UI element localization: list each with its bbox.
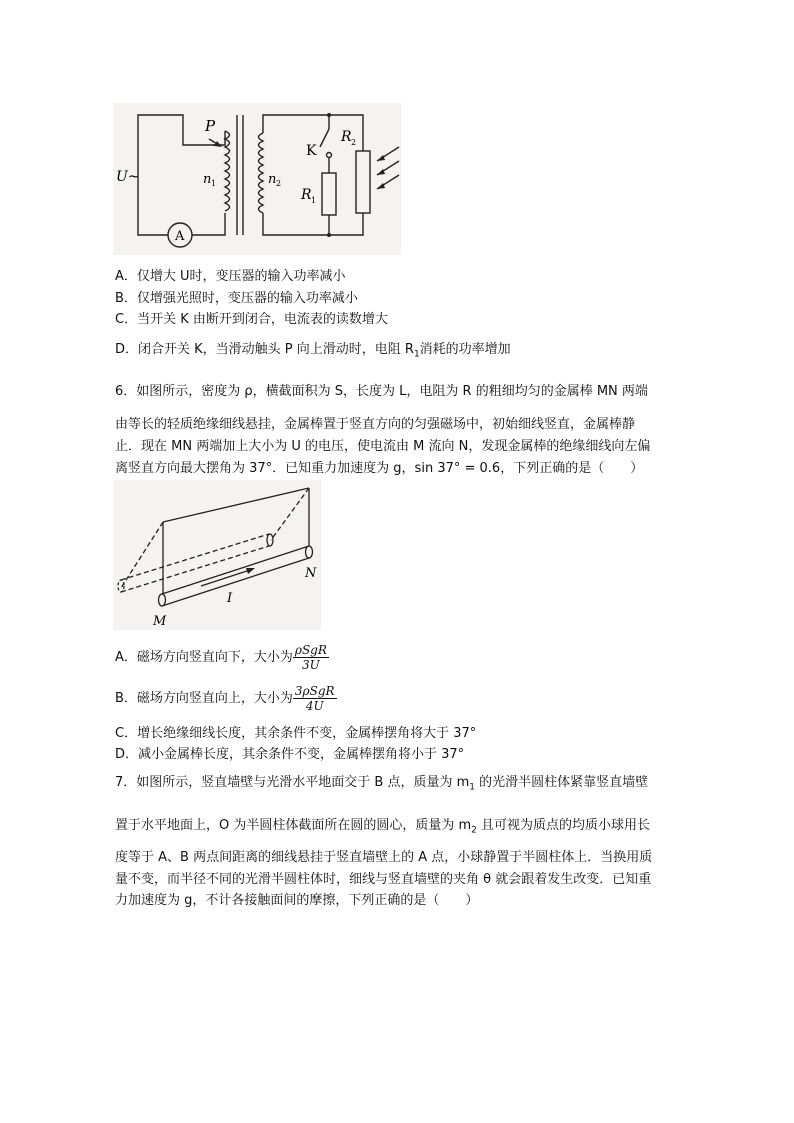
n1-subscript: 1 xyxy=(211,179,217,188)
q6-option-a-numerator: ρSgR xyxy=(294,643,327,657)
q7-stem-line-1-text: 7．如图所示，竖直墙壁与光滑水平地面交于 B 点，质量为 m xyxy=(115,775,470,790)
ammeter-label: A xyxy=(175,229,185,244)
q6-option-b-text: B．磁场方向竖直向上，大小为 xyxy=(115,691,293,706)
q6-option-a-fraction xyxy=(293,643,329,672)
q5-option-b: B．仅增强光照时，变压器的输入功率减小 xyxy=(115,291,358,306)
q7-stem-line-2-text: 置于水平地面上，O 为半圆柱体截面所在圆的圆心，质量为 m xyxy=(115,818,472,833)
q5-option-d-text: D．闭合开关 K，当滑动触头 P 向上滑动时，电阻 R xyxy=(115,342,414,357)
q6-stem-line-2: 由等长的轻质绝缘细线悬挂，金属棒置于竖直方向的匀强磁场中，初始细线竖直，金属棒静 xyxy=(115,417,636,432)
q6-option-b-denominator: 4U xyxy=(305,699,324,713)
q7-stem-line-1 xyxy=(115,771,648,793)
metal-rod-diagram xyxy=(113,480,321,630)
n2-label: n xyxy=(268,172,277,187)
q7-stem-line-2-text-end: 且可视为质点的均质小球用长 xyxy=(476,818,651,833)
q7-m2-subscript: 2 xyxy=(471,825,477,836)
q6-option-a xyxy=(115,638,329,678)
q7-stem-line-1-text-end: 的光滑半圆柱体紧靠竖直墙壁 xyxy=(475,775,649,790)
q7-stem-line-3: 度等于 A、B 两点间距离的细线悬挂于竖直墙壁上的 A 点，小球静置于半圆柱体上．当换用质 xyxy=(115,850,653,865)
transformer-circuit-diagram xyxy=(113,103,401,255)
switch-k-label: K xyxy=(306,143,317,159)
n2-subscript: 2 xyxy=(276,179,282,188)
q5-option-d-subscript: 1 xyxy=(413,349,420,360)
rod-end-n-label: N xyxy=(305,566,317,581)
q6-stem-line-3: 止．现在 MN 两端加上大小为 U 的电压，使电流由 M 流向 N，发现金属棒的绝缘细线向左偏 xyxy=(115,439,651,454)
q7-stem-line-4: 量不变，而半径不同的光滑半圆柱体时，细线与竖直墙壁的夹角 θ 就会跟着发生改变．已知重 xyxy=(115,872,652,887)
q5-option-a: A．仅增大 U时，变压器的输入功率减小 xyxy=(115,269,346,284)
q6-option-c: C．增长绝缘细线长度，其余条件不变，金属棒摆角将大于 37° xyxy=(115,726,477,741)
q7-stem-line-5: 力加速度为 g，不计各接触面间的摩擦，下列正确的是（ ） xyxy=(115,893,479,908)
current-i-label: I xyxy=(227,591,233,606)
q5-option-c: C．当开关 K 由断开到闭合，电流表的读数增大 xyxy=(115,312,388,327)
n1-label: n xyxy=(203,172,212,187)
q6-option-a-denominator: 3U xyxy=(302,658,320,672)
q6-option-b xyxy=(115,679,337,719)
slider-p-label: P xyxy=(205,117,216,135)
q6-stem-line-4: 离竖直方向最大摆角为 37°．已知重力加速度为 g，sin 37° = 0.6，下列正确的是（ ） xyxy=(115,461,644,476)
rod-end-m-label: M xyxy=(153,614,167,629)
q7-m1-subscript: 1 xyxy=(469,782,475,793)
transformer-circuit-figure xyxy=(113,103,401,255)
q6-stem-line-1: 6．如图所示，密度为 ρ，横截面积为 S，长度为 L，电阻为 R 的粗细均匀的金属棒 MN 两端 xyxy=(115,384,648,399)
q5-option-d-text-end: 消耗的功率增加 xyxy=(419,342,511,357)
r1-label: R xyxy=(301,187,312,203)
q6-option-a-text: A．磁场方向竖直向下，大小为 xyxy=(115,650,293,665)
voltage-source-label: U~ xyxy=(116,169,140,185)
q6-option-d: D．减小金属棒长度，其余条件不变，金属棒摆角将小于 37° xyxy=(115,747,465,762)
q6-option-b-numerator: 3ρSgR xyxy=(294,684,335,698)
q5-option-d xyxy=(115,338,511,360)
r2-subscript: 2 xyxy=(351,138,357,147)
r1-subscript: 1 xyxy=(311,196,317,205)
q7-stem-line-2 xyxy=(115,814,650,836)
q6-option-b-fraction xyxy=(293,684,337,713)
r2-label: R xyxy=(341,129,352,145)
metal-rod-figure xyxy=(113,480,321,630)
